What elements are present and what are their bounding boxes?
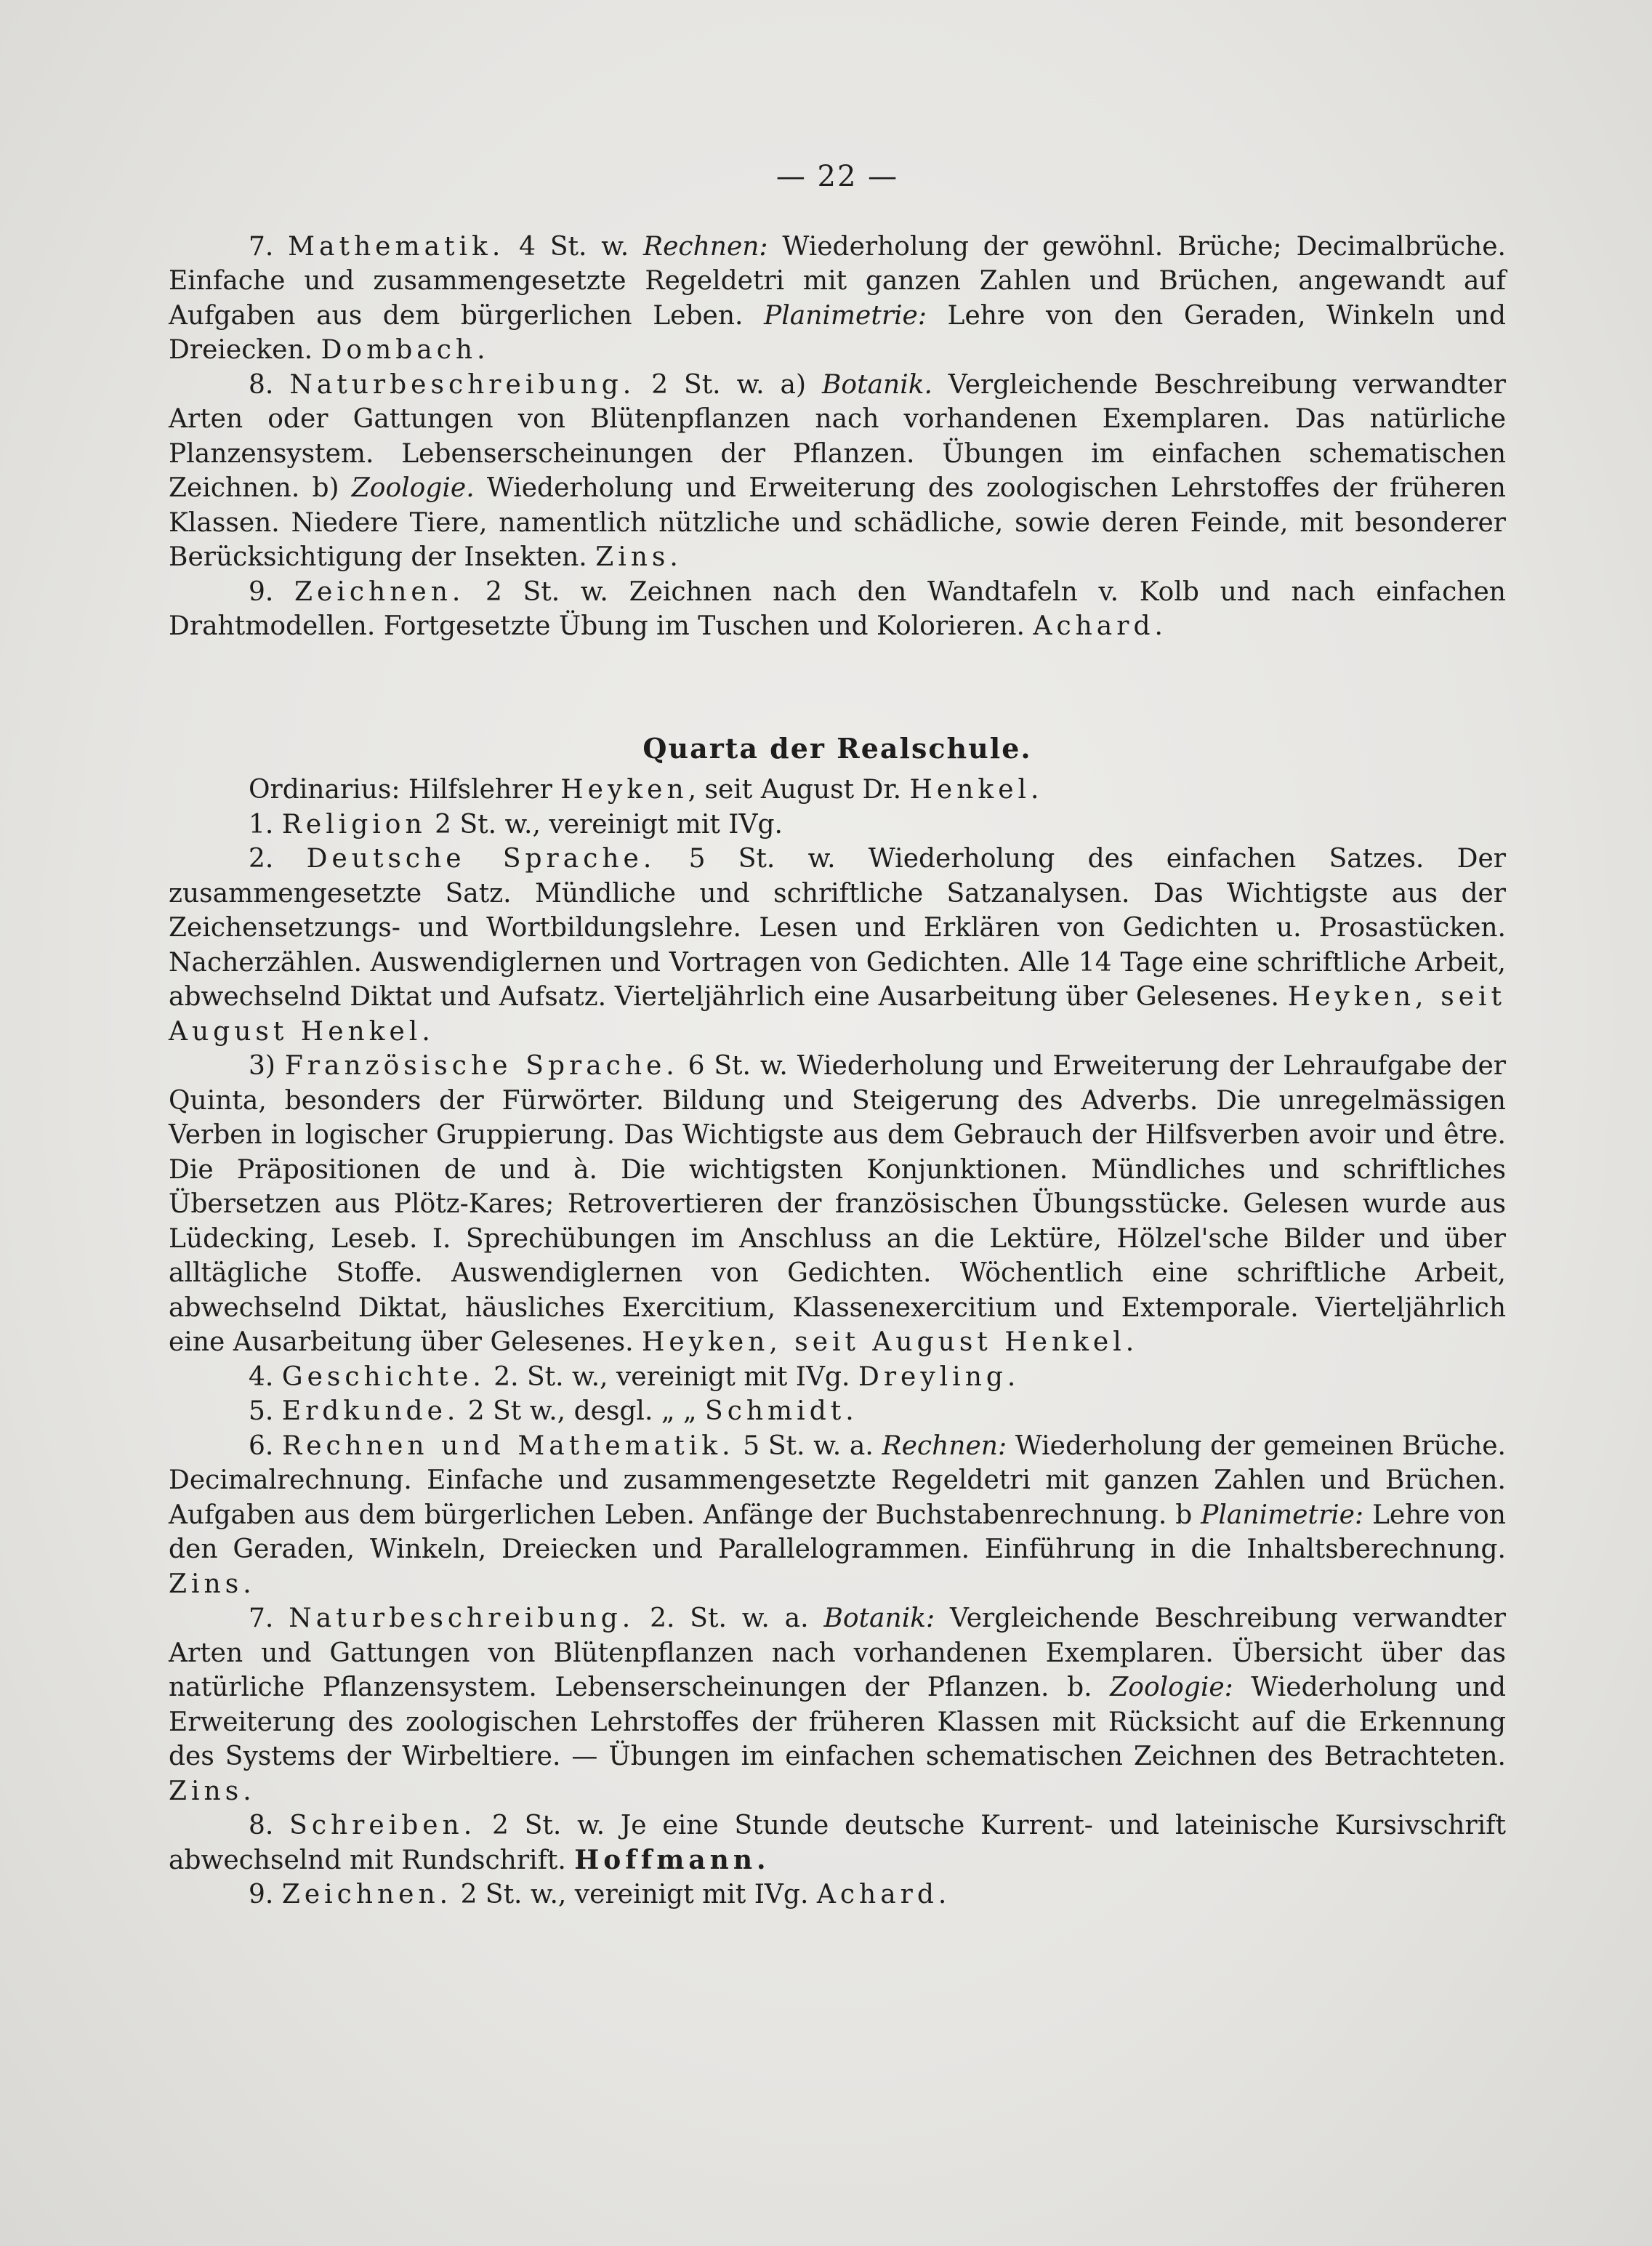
teacher-name: Dombach. [321,335,490,365]
teacher-name: Achard. [816,1880,951,1909]
paragraph-religion: 1. Religion 2 St. w., vereinigt mit IVg. [249,809,783,840]
paragraph-naturbeschreibung: 8. Naturbeschreibung. 2 St. w. a) Botanik. Vergleichende Beschreibung verwandter Arten oder Gattungen von Blütenpflanzen nach vorhandenen Exemplaren. Das natürliche Planzensystem. Lebenserscheinungen der Pflanzen. Übungen im einfachen schematischen Zeichnen. b) Zoologie. Wiederholung und Erweiterung des zoologischen Lehrstoffes der früheren Klassen. Niedere Tiere, namentlich nützliche und schädliche, sowie deren Feinde, mit besonderer Berücksichtigung der Insekten. Zins. [169,369,1507,572]
ordinarius-line: Ordinarius: Hilfslehrer Heyken, seit August Dr. Henkel. [249,775,1044,805]
paragraph-erdkunde: 5. Erdkunde. 2 St w., desgl. „ „ Schmidt. [249,1396,858,1426]
page-content [169,160,1506,1912]
teacher-name: Zins. [169,1776,256,1806]
teacher-name: Heyken, seit August Henkel. [641,1327,1139,1357]
paragraph-zeichnen: 9. Zeichnen. 2 St. w. Zeichnen nach den Wandtafeln v. Kolb und nach einfachen Drahtmodellen. Fortgesetzte Übung im Tuschen und Kolorieren. Achard. [169,576,1506,641]
teacher-name: Schmidt. [705,1396,858,1426]
teacher-name: Dreyling. [858,1361,1020,1392]
section-heading: Quarta der Realschule. [642,731,1032,765]
page-number: — 22 — [775,160,899,193]
paragraph-deutsche-sprache: 2. Deutsche Sprache. 5 St. w. Wiederholung des einfachen Satzes. Der zusammengesetzte Satz. Mündliche und schriftliche Satzanalysen. Das Wichtigste aus der Zeichensetzungs- und Wortbildungslehre. Lesen und Erklären von Gedichten u. Prosastücken. Nacherzählen. Auswendiglernen und Vortragen von Gedichten. Alle 14 Tage eine schriftliche Arbeit, abwechselnd Diktat und Aufsatz. Vierteljährlich eine Ausarbeitung über Gelesenes. Heyken, seit August Henkel. [169,844,1506,1047]
paragraph-naturbeschreibung-quarta: 7. Naturbeschreibung. 2. St. w. a. Botanik: Vergleichende Beschreibung verwandter Arten und Gattungen von Blütenpflanzen nach vorhandenen Exemplaren. Übersicht über das natürliche Pflanzensystem. Lebenserscheinungen der Pflanzen. b. Zoologie: Wiederholung und Erweiterung des zoologischen Lehrstoffes der früheren Klassen mit Rücksicht auf die Erkennung des Systems der Wirbeltiere. — Übungen im einfachen schematischen Zeichnen des Betrachteten. Zins. [169,1603,1507,1806]
paragraph-mathematik: 7. Mathematik. 4 St. w. Rechnen: Wiederholung der gewöhnl. Brüche; Decimalbrüche. Einfache und zusammengesetzte Regeldetri mit ganzen Zahlen und Brüchen, angewandt auf Aufgaben aus dem bürgerlichen Leben. Planimetrie: Lehre von den Geraden, Winkeln und Dreiecken. Dombach. [169,231,1506,365]
paragraph-schreiben: 8. Schreiben. 2 St. w. Je eine Stunde deutsche Kurrent- und lateinische Kursivschrift abwechselnd mit Rundschrift. Hoffmann. [169,1811,1506,1875]
teacher-name: Hoffmann. [574,1844,770,1875]
paragraph-rechnen-mathematik: 6. Rechnen und Mathematik. 5 St. w. a. Rechnen: Wiederholung der gemeinen Brüche. Decimalrechnung. Einfache und zusammengesetzte Regeldetri mit ganzen Zahlen und Brüchen. Aufgaben aus dem bürgerlichen Leben. Anfänge der Buchstabenrechnung. b Planimetrie: Lehre von den Geraden, Winkeln, Dreiecken und Parallelogrammen. Einführung in die Inhaltsberechnung. Zins. [169,1430,1506,1599]
teacher-name: Achard. [1033,611,1167,641]
teacher-name: Zins. [595,542,682,572]
paragraph-geschichte: 4. Geschichte. 2. St. w., vereinigt mit IVg. Dreyling. [249,1361,1020,1392]
teacher-name: Zins. [169,1569,256,1599]
teacher-name: Heyken, seit August Henkel. [169,982,1506,1047]
paragraph-zeichnen-quarta: 9. Zeichnen. 2 St. w., vereinigt mit IVg. Achard. [249,1880,951,1909]
paragraph-franzoesische-sprache: 3) Französische Sprache. 6 St. w. Wiederholung und Erweiterung der Lehraufgabe der Quinta, besonders der Fürwörter. Bildung und Steigerung des Adverbs. Die unregelmässigen Verben in logischer Gruppierung. Das Wichtigste aus dem Gebrauch der Hilfsverben avoir und être. Die Präpositionen de und à. Die wichtigsten Konjunktionen. Mündliches und schriftliches Übersetzen aus Plötz-Kares; Retrovertieren der französischen Übungsstücke. Gelesen wurde aus Lüdecking, Leseb. I. Sprechübungen im Anschluss an die Lektüre, Hölzel'sche Bilder und über alltägliche Stoffe. Auswendiglernen von Gedichten. Wöchentlich eine schriftliche Arbeit, abwechselnd Diktat, häusliches Exercitium, Klassenexercitium und Extemporale. Vierteljährlich eine Ausarbeitung über Gelesenes. Heyken, seit August Henkel. [169,1051,1506,1357]
